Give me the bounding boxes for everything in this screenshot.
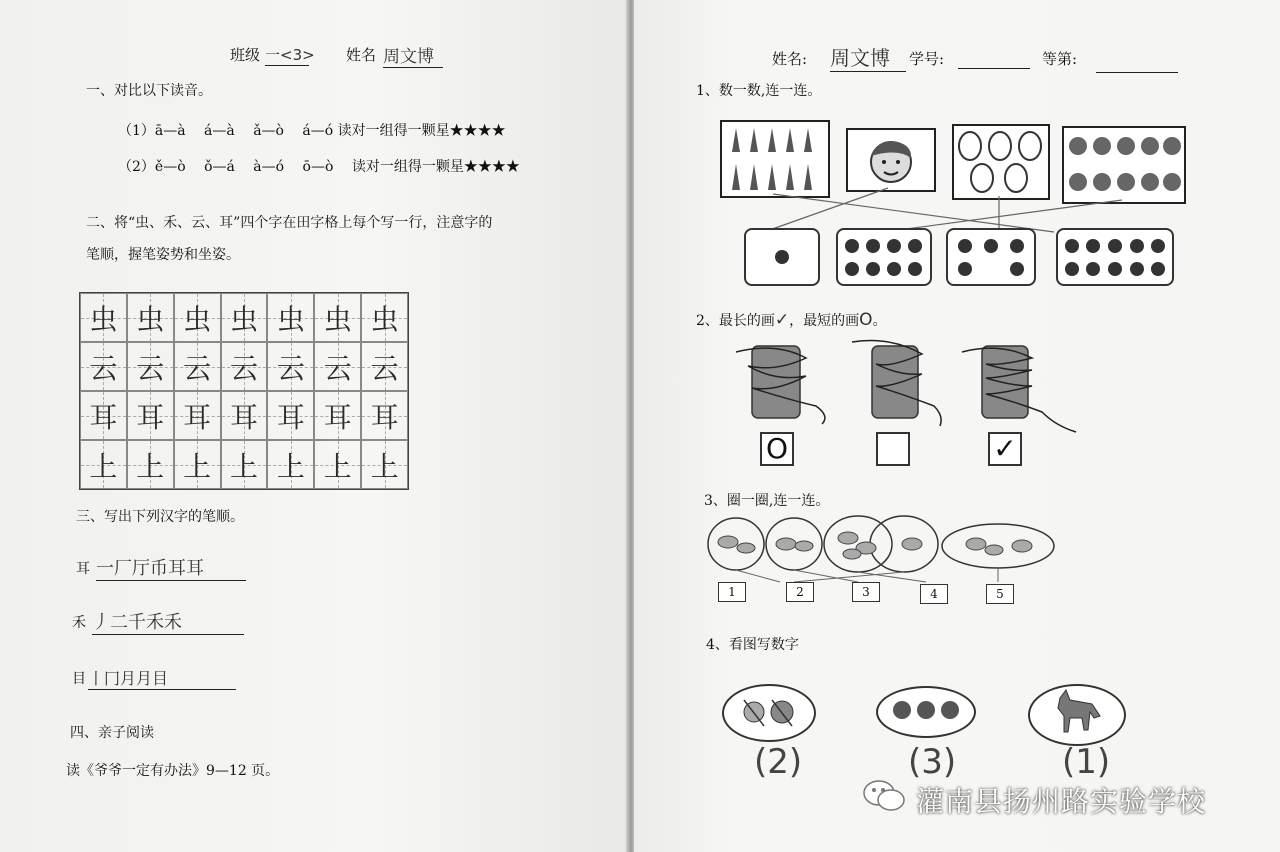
dot — [1151, 262, 1165, 276]
grid-character: 上 — [183, 449, 212, 483]
grid-cell — [127, 440, 174, 489]
dot — [1010, 262, 1024, 276]
circle-mark-example: O — [859, 310, 873, 330]
rope-spools-icon — [730, 336, 1170, 436]
dot — [958, 239, 972, 253]
q4-title: 四、亲子阅读 — [70, 725, 154, 741]
grid-character: 耳 — [276, 400, 305, 434]
dot — [887, 262, 901, 276]
dot-card-5 — [946, 228, 1036, 286]
q1-line2: （2）ě—ò ǒ—á à—ó ō—ò 读对一组得一颗星★★★★ — [118, 159, 520, 175]
rank-label: 等第: — [1042, 50, 1078, 68]
grid-cell — [80, 440, 127, 489]
q3-title: 三、写出下列汉字的笔顺。 — [76, 509, 244, 525]
grid-cell — [80, 342, 127, 391]
picture-ellipse-toys — [722, 684, 816, 742]
dot — [908, 239, 922, 253]
grid-character: 虫 — [276, 302, 305, 336]
grid-character: 上 — [136, 449, 165, 483]
q3-answer-3: 丨冂月月目 — [88, 666, 236, 690]
grid-cell — [314, 342, 361, 391]
picture-ellipse-grapes — [876, 686, 976, 738]
dot — [1086, 262, 1100, 276]
grid-cell — [361, 440, 408, 489]
grid-cell — [314, 440, 361, 489]
q2-title-continued: 笔顺，握笔姿势和坐姿。 — [86, 247, 240, 263]
right-worksheet-page — [634, 0, 1280, 852]
grid-character: 虫 — [229, 302, 258, 336]
grid-character: 上 — [89, 449, 118, 483]
dot — [1130, 239, 1144, 253]
number-box-1: 1 — [718, 582, 746, 602]
class-label: 班级 — [230, 46, 261, 64]
count-answer-3: (1) — [1062, 742, 1111, 782]
grid-character: 上 — [276, 449, 305, 483]
grid-character: 云 — [370, 351, 399, 385]
name-value: 周文博 — [383, 42, 443, 68]
dot — [908, 262, 922, 276]
grid-character: 上 — [229, 449, 258, 483]
dot — [775, 250, 789, 264]
donkey-icon — [1030, 686, 1124, 744]
grid-character: 上 — [323, 449, 352, 483]
check-mark-example: ✓ — [774, 310, 790, 330]
length-answer-box-1: O — [760, 432, 794, 466]
grid-cell — [174, 391, 221, 440]
grid-character: 虫 — [183, 302, 212, 336]
number-box-4: 4 — [920, 584, 948, 604]
q3-char-3: 目 — [72, 671, 86, 687]
grid-cell — [314, 391, 361, 440]
right-name-value: 周文博 — [830, 42, 906, 72]
dot — [984, 239, 998, 253]
grid-cell — [174, 342, 221, 391]
dot — [1151, 239, 1165, 253]
grid-cell — [361, 342, 408, 391]
grid-cell — [174, 293, 221, 342]
class-value: 一<3> — [265, 46, 315, 64]
grid-character: 耳 — [323, 400, 352, 434]
grid-cell — [314, 293, 361, 342]
grid-cell — [221, 391, 268, 440]
grid-cell — [221, 293, 268, 342]
dot — [1108, 239, 1122, 253]
number-box-3: 3 — [852, 582, 880, 602]
dot — [887, 239, 901, 253]
grid-cell — [174, 440, 221, 489]
grid-cell — [127, 342, 174, 391]
dot-card-1 — [744, 228, 820, 286]
grid-character: 云 — [89, 351, 118, 385]
q3-answer-1: 一厂厅币耳耳 — [96, 554, 246, 581]
right-name-label: 姓名: — [772, 50, 808, 68]
length-answer-box-3: ✓ — [988, 432, 1022, 466]
q3-char-1: 耳 — [76, 561, 90, 577]
grid-character: 虫 — [136, 302, 165, 336]
grid-character: 云 — [323, 351, 352, 385]
name-label: 姓名 — [346, 46, 377, 64]
toys-icon — [724, 686, 814, 740]
grid-cell — [221, 342, 268, 391]
r-q2-title: 2、最长的画✓，最短的画O。 — [696, 310, 887, 330]
r-q3-title: 3、圈一圈,连一连。 — [704, 493, 830, 509]
grid-cell — [361, 293, 408, 342]
dot — [1108, 262, 1122, 276]
grid-character: 耳 — [370, 400, 399, 434]
dot — [1065, 239, 1079, 253]
grid-character: 云 — [136, 351, 165, 385]
student-number-label: 学号: — [909, 50, 945, 68]
grid-character: 上 — [370, 449, 399, 483]
tianzige-grid — [79, 292, 409, 490]
length-answer-box-2 — [876, 432, 910, 466]
grid-cell — [267, 293, 314, 342]
grid-cell — [127, 293, 174, 342]
dot — [845, 262, 859, 276]
school-watermark: 灌南县扬州路实验学校 — [916, 785, 1207, 818]
grid-cell — [361, 391, 408, 440]
grid-character: 耳 — [229, 400, 258, 434]
r-q1-title: 1、数一数,连一连。 — [696, 83, 822, 99]
dot — [866, 262, 880, 276]
dot — [1130, 262, 1144, 276]
grid-character: 虫 — [370, 302, 399, 336]
grid-cell — [267, 440, 314, 489]
grid-cell — [80, 391, 127, 440]
grid-character: 耳 — [136, 400, 165, 434]
dot — [958, 262, 972, 276]
grid-character: 云 — [276, 351, 305, 385]
grid-cell — [221, 440, 268, 489]
grid-character: 耳 — [89, 400, 118, 434]
grid-character: 虫 — [89, 302, 118, 336]
count-answer-1: (2) — [754, 742, 803, 782]
grid-character: 云 — [229, 351, 258, 385]
number-box-5: 5 — [986, 584, 1014, 604]
left-worksheet-page — [0, 0, 628, 852]
r-q4-title: 4、看图写数字 — [706, 637, 799, 653]
grid-character: 虫 — [323, 302, 352, 336]
q2-title: 二、将“虫、禾、云、耳”四个字在田字格上每个写一行，注意字的 — [86, 215, 493, 231]
dot — [1065, 262, 1079, 276]
dot-card-10 — [1056, 228, 1174, 286]
count-answer-2: (3) — [908, 742, 957, 782]
q1-title: 一、对比以下读音。 — [86, 83, 212, 99]
dot — [866, 239, 880, 253]
grid-character: 耳 — [183, 400, 212, 434]
number-box-2: 2 — [786, 582, 814, 602]
q3-char-2: 禾 — [72, 615, 86, 631]
picture-ellipse-donkey — [1028, 684, 1126, 746]
grid-cell — [80, 293, 127, 342]
grid-cell — [127, 391, 174, 440]
grid-cell — [267, 391, 314, 440]
dot — [1086, 239, 1100, 253]
dot-card-8 — [836, 228, 932, 286]
q4-reading-text: 读《爷爷一定有办法》9—12 页。 — [66, 763, 280, 779]
q1-line1: （1）ā—à á—à ǎ—ò á—ó 读对一组得一颗星★★★★ — [118, 123, 506, 139]
wechat-icon — [862, 778, 906, 814]
grid-cell — [267, 342, 314, 391]
dot — [1010, 239, 1024, 253]
q3-answer-2: 丿二千禾禾 — [92, 608, 244, 635]
grid-character: 云 — [183, 351, 212, 385]
dot — [845, 239, 859, 253]
grapes-icon — [878, 688, 974, 736]
